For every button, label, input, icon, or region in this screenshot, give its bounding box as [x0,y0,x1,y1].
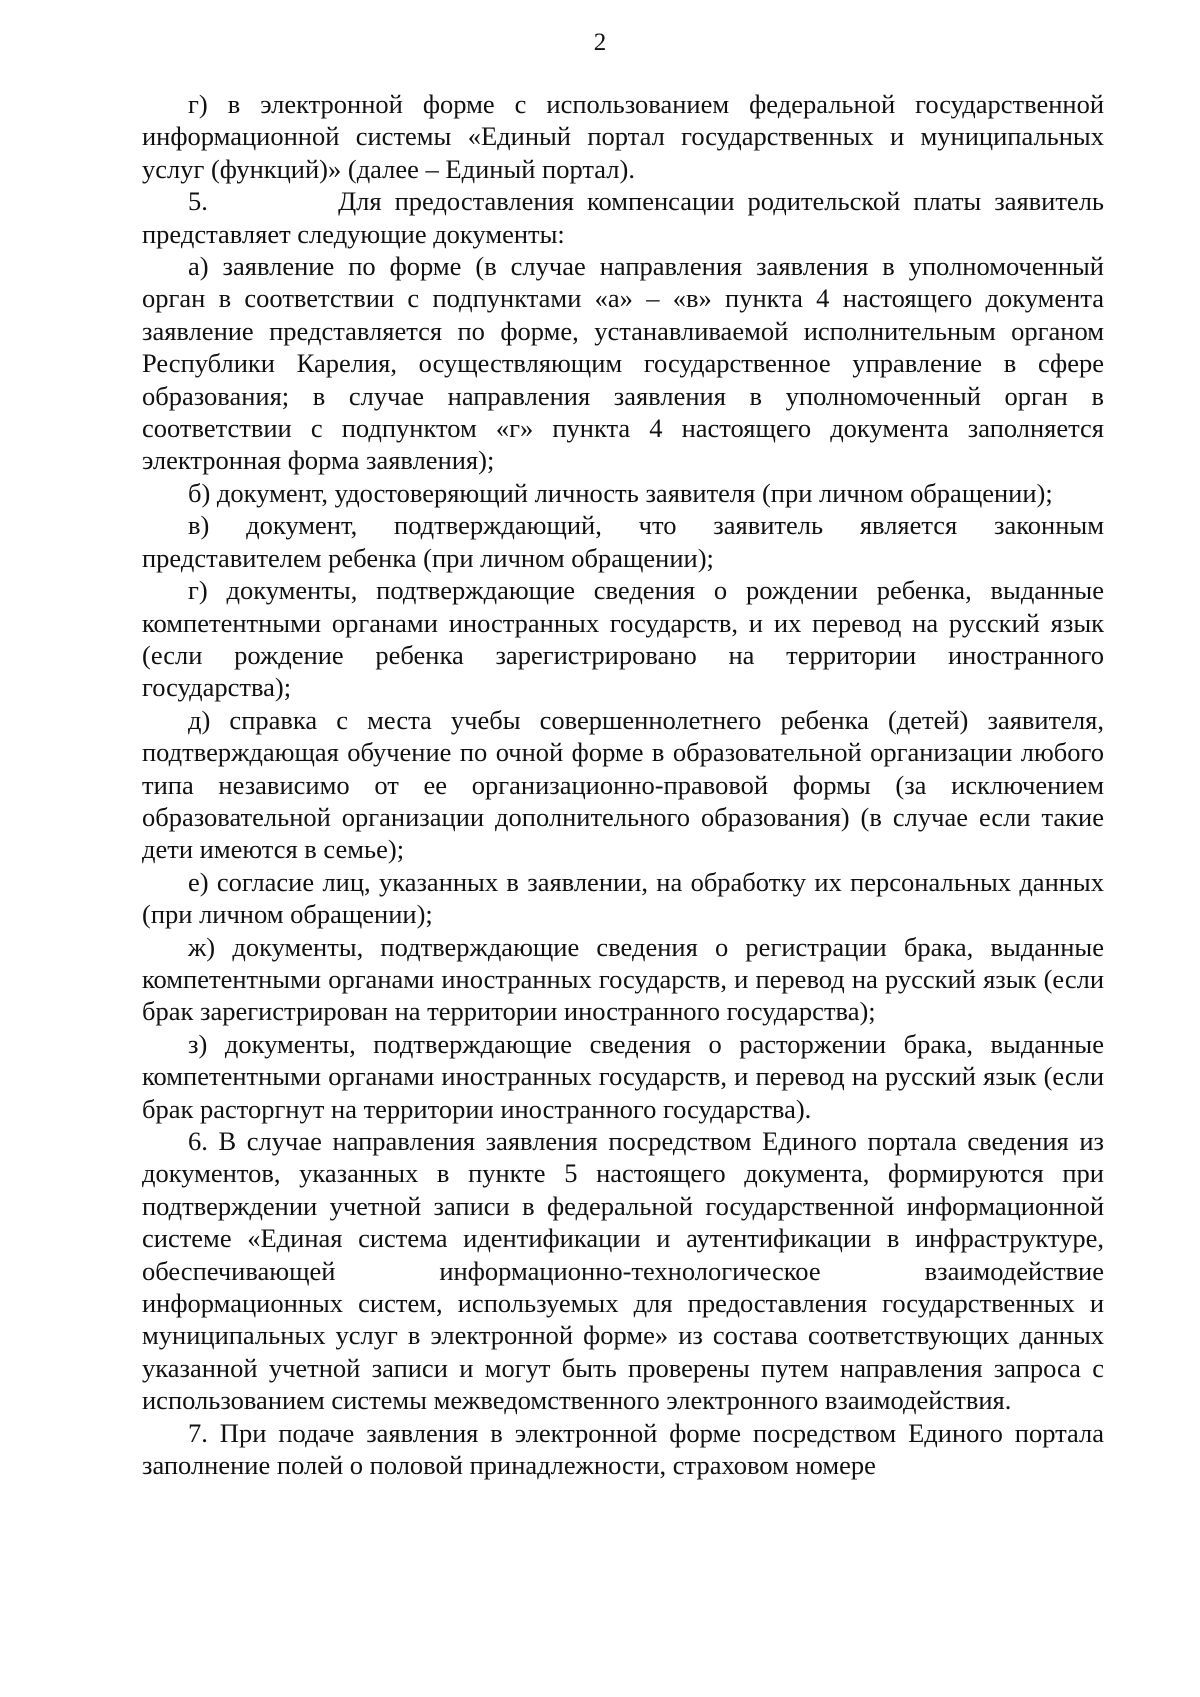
paragraph-7: 7. При подаче заявления в электронной форме посредством Единого портала заполнение полей о половой принадлежности, страховом номере [142,1417,1104,1481]
paragraph-5v: в) документ, подтверждающий, что заявитель является законным представителем ребенка (при личном обращении); [142,510,1104,573]
paragraph-5zh: ж) документы, подтверждающие сведения о регистрации брака, выданные компетентными органами иностранных государств, и перевод на русский язык (если брак зарегистрирован на территории иностранного государства); [142,931,1104,1027]
paragraph-6: 6. В случае направления заявления посредством Единого портала сведения из документов, указанных в пункте 5 настоящего документа, формируются при подтверждении учетной записи в федеральной государственной информационной системе «Единая система идентификации и аутентификации в инфраструктуре, обеспечивающей информационно-технологическое взаимодействие информационных систем, используемых для предоставления государственных и муниципальных услуг в электронной форме» из состава соответствующих данных указанной учетной записи и могут быть проверены путем направления запроса с использованием системы межведомственного электронного взаимодействия. [142,1126,1104,1416]
paragraph-5b: б) документ, удостоверяющий личность заявителя (при личном обращении); [188,477,1053,508]
paragraph-5a: а) заявление по форме (в случае направления заявления в уполномоченный орган в соответствии с подпунктами «а» – «в» пункта 4 настоящего документа заявление представляется по форме, устанавливаемой исполнительным органом Республики Карелия, осуществляющим государственное управление в сфере образования; в случае направления заявления в уполномоченный орган в соответствии с подпунктом «г» пункта 4 настоящего документа заполняется электронная форма заявления); [142,251,1104,476]
paragraph-5z: з) документы, подтверждающие сведения о расторжении брака, выданные компетентными органами иностранных государств, и перевод на русский язык (если брак расторгнут на территории иностранного государства). [142,1028,1104,1124]
paragraph-5g: г) документы, подтверждающие сведения о рождении ребенка, выданные компетентными органами иностранных государств, и их перевод на русский язык (если рождение ребенка зарегистрировано на территории иностранного государства); [142,575,1104,703]
paragraph-5d: д) справка с места учебы совершеннолетнего ребенка (детей) заявителя, подтверждающая обучение по очной форме в образовательной организации любого типа независимо от ее организационно-правовой формы (за исключением образовательной организации дополнительного образования) (в случае если такие дети имеются в семье); [142,704,1104,865]
page-number: 2 [593,29,607,56]
document-body [142,88,1111,1481]
paragraph-5: 5. Для предоставления компенсации родительской платы заявитель представляет следующие документы: [142,186,1111,249]
paragraph-5e: е) согласие лиц, указанных в заявлении, на обработку их персональных данных (при личном обращении); [142,866,1104,930]
paragraph-4g: г) в электронной форме с использованием федеральной государственной информационной системы «Единый портал государственных и муниципальных услуг (функций)» (далее – Единый портал). [142,89,1104,184]
